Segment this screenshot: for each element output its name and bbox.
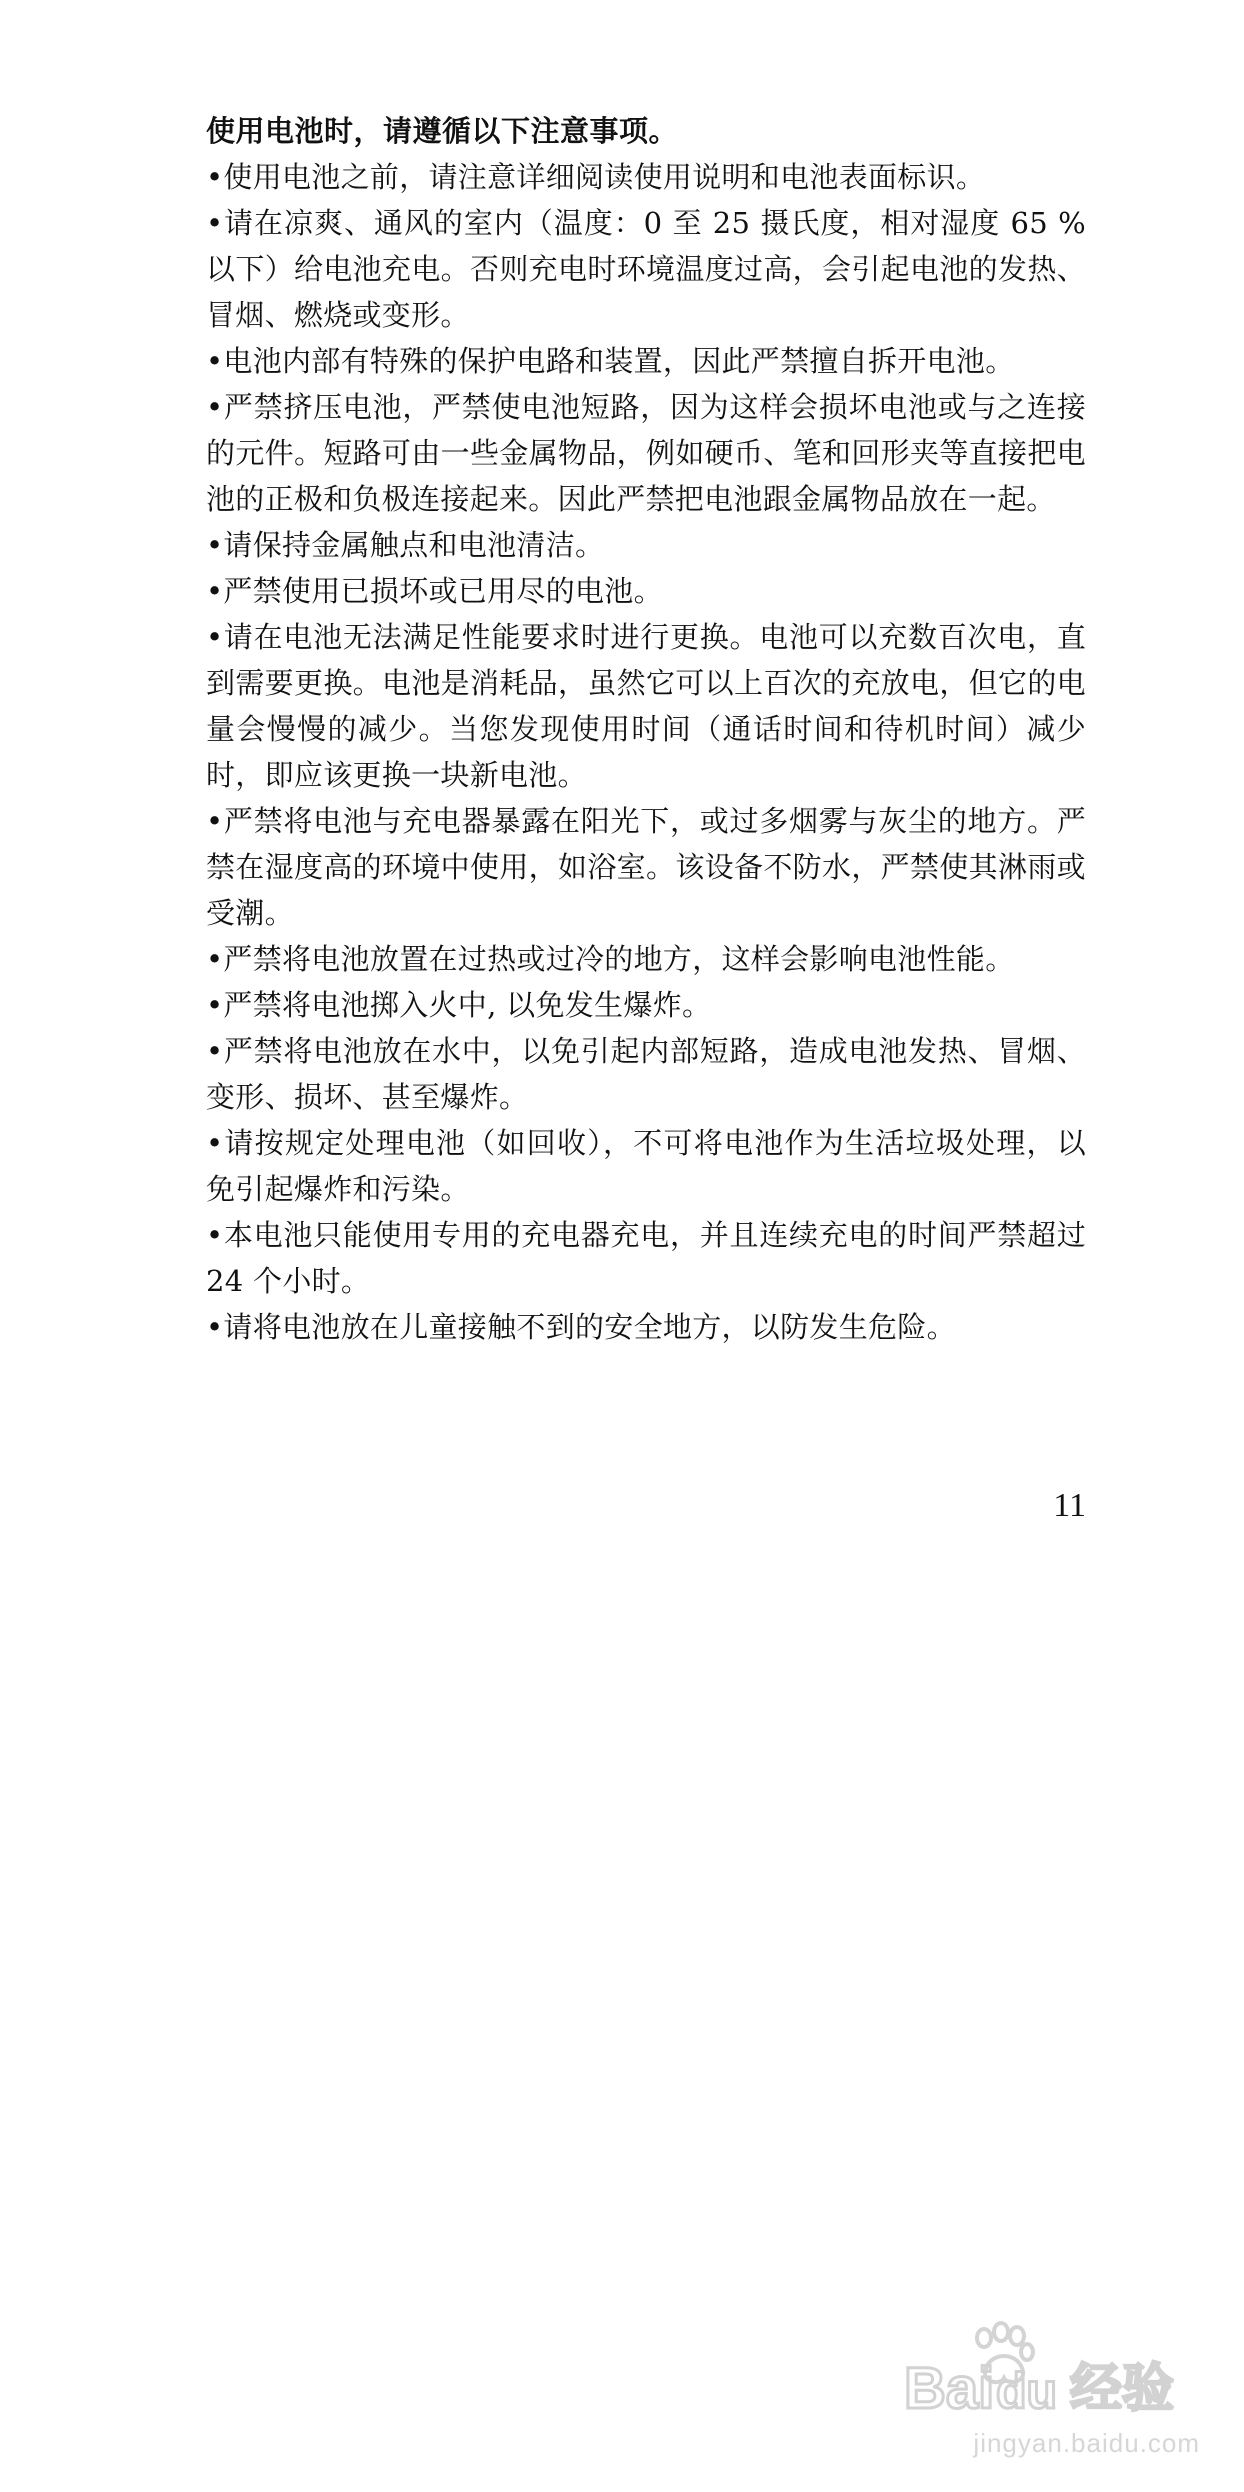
watermark-url: jingyan.baidu.com xyxy=(973,2428,1200,2458)
precaution-item: •本电池只能使用专用的充电器充电，并且连续充电的时间严禁超过 24 个小时。 xyxy=(206,1218,1086,1298)
precaution-item: •请在电池无法满足性能要求时进行更换。电池可以充数百次电，直到需要更换。电池是消耗品，虽然它可以上百次的充放电，但它的电量会慢慢的减少。当您发现使用时间（通话时间和待机时间）减少时，即应该更换一块新电池。 xyxy=(206,620,1086,792)
baidu-jingyan-watermark xyxy=(900,2316,1200,2466)
precaution-item: •严禁挤压电池，严禁使电池短路，因为这样会损坏电池或与之连接的元件。短路可由一些金属物品，例如硬币、笔和回形夹等直接把电池的正极和负极连接起来。因此严禁把电池跟金属物品放在一起。 xyxy=(206,390,1086,516)
precaution-item: •请保持金属触点和电池清洁。 xyxy=(206,528,605,562)
precaution-item: •请按规定处理电池（如回收），不可将电池作为生活垃圾处理，以免引起爆炸和污染。 xyxy=(206,1126,1086,1206)
precaution-item: •严禁将电池放置在过热或过冷的地方，这样会影响电池性能。 xyxy=(206,942,1015,976)
precaution-item: •严禁将电池掷入火中, 以免发生爆炸。 xyxy=(206,988,712,1022)
precaution-list xyxy=(206,154,1086,1350)
baidu-logo-icon xyxy=(900,2316,1200,2426)
svg-text:经验: 经验 xyxy=(1070,2359,1175,2419)
precaution-item: •严禁将电池与充电器暴露在阳光下，或过多烟雾与灰尘的地方。严禁在湿度高的环境中使用，如浴室。该设备不防水，严禁使其淋雨或受潮。 xyxy=(206,804,1086,930)
precaution-item: •使用电池之前，请注意详细阅读使用说明和电池表面标识。 xyxy=(206,160,986,194)
precaution-item: •请将电池放在儿童接触不到的安全地方，以防发生危险。 xyxy=(206,1310,956,1344)
precaution-item: •请在凉爽、通风的室内（温度：0 至 25 摄氏度，相对湿度 65 %以下）给电池充电。否则充电时环境温度过高，会引起电池的发热、冒烟、燃烧或变形。 xyxy=(206,206,1086,332)
page-number: 11 xyxy=(1053,1487,1086,1524)
svg-text:du: du xyxy=(996,2363,1058,2419)
section-heading: 使用电池时，请遵循以下注意事项。 xyxy=(206,114,679,148)
svg-text:Bai: Bai xyxy=(904,2356,995,2421)
precaution-item: •电池内部有特殊的保护电路和装置，因此严禁擅自拆开电池。 xyxy=(206,344,1015,378)
precaution-item: •严禁将电池放在水中，以免引起内部短路，造成电池发热、冒烟、变形、损坏、甚至爆炸。 xyxy=(206,1034,1086,1114)
content-block xyxy=(206,108,1086,1350)
precaution-item: •严禁使用已损坏或已用尽的电池。 xyxy=(206,574,663,608)
